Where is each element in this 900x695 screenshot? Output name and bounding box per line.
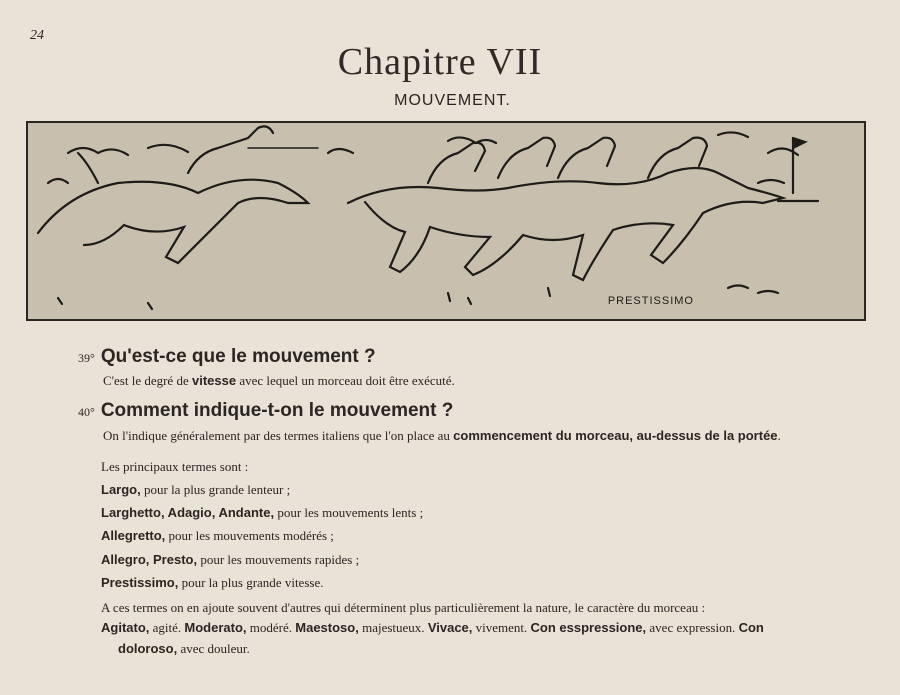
answer-text: . [777, 428, 781, 443]
chapter-subtitle: MOUVEMENT. [394, 92, 511, 109]
term-line [101, 552, 359, 568]
term-name: Con [738, 620, 764, 635]
term-name: Largo, [101, 482, 141, 497]
term-line [101, 528, 334, 544]
question-text: Qu'est-ce que le mouvement ? [100, 346, 376, 367]
term-desc: agité. [152, 620, 182, 635]
question-40 [78, 400, 453, 422]
answer-39 [103, 373, 455, 389]
term-name: Allegretto, [101, 528, 166, 543]
page-number: 24 [30, 28, 44, 43]
term-name: Allegro, Presto, [101, 552, 198, 567]
term-desc: pour la plus grande vitesse. [181, 575, 324, 590]
term-name: Larghetto, Adagio, Andante, [101, 505, 275, 520]
term-name: doloroso, [118, 641, 178, 656]
illustration-caption: PRESTISSIMO [607, 295, 694, 307]
term-desc: pour les mouvements modérés ; [168, 528, 334, 543]
answer-bold: commencement du morceau, au-dessus de la portée [453, 428, 778, 443]
term-desc: pour les mouvements rapides ; [200, 552, 360, 567]
term-name: Vivace, [427, 620, 473, 635]
term-line [101, 575, 323, 591]
terms-intro: Les principaux termes sont : [101, 459, 249, 474]
term-desc: pour les mouvements lents ; [277, 505, 424, 520]
answer-40 [103, 428, 781, 444]
extra-terms [101, 620, 764, 636]
answer-text: avec lequel un morceau doit être exécuté. [239, 373, 455, 388]
term-name: Maestoso, [295, 620, 359, 635]
term-desc: majestueux. [362, 620, 425, 635]
term-desc: avec expression. [649, 620, 736, 635]
term-name: Agitato, [101, 620, 150, 635]
question-number: 40° [78, 405, 95, 419]
answer-text: On l'indique généralement par des termes italiens que l'on place au [103, 428, 450, 443]
term-line [101, 505, 423, 521]
term-name: Con esspressione, [530, 620, 647, 635]
extra-intro: A ces termes on en ajoute souvent d'autres qui déterminent plus particulièrement la nature, le caractère du morceau : [101, 600, 706, 615]
answer-text: C'est le degré de [103, 373, 189, 388]
term-desc: avec douleur. [180, 641, 250, 656]
term-line [101, 482, 290, 498]
answer-bold: vitesse [191, 373, 237, 388]
term-name: Moderato, [184, 620, 247, 635]
term-desc: modéré. [249, 620, 293, 635]
question-number: 39° [78, 351, 95, 365]
question-text: Comment indique-t-on le mouvement ? [100, 400, 454, 421]
term-name: Prestissimo, [101, 575, 179, 590]
term-desc: pour la plus grande lenteur ; [143, 482, 291, 497]
term-desc: vivement. [475, 620, 528, 635]
question-39 [78, 346, 376, 368]
horse-race-drawing [28, 123, 864, 319]
extra-terms-cont [118, 641, 250, 657]
race-illustration [26, 121, 866, 321]
chapter-title: Chapitre VII [337, 41, 543, 83]
